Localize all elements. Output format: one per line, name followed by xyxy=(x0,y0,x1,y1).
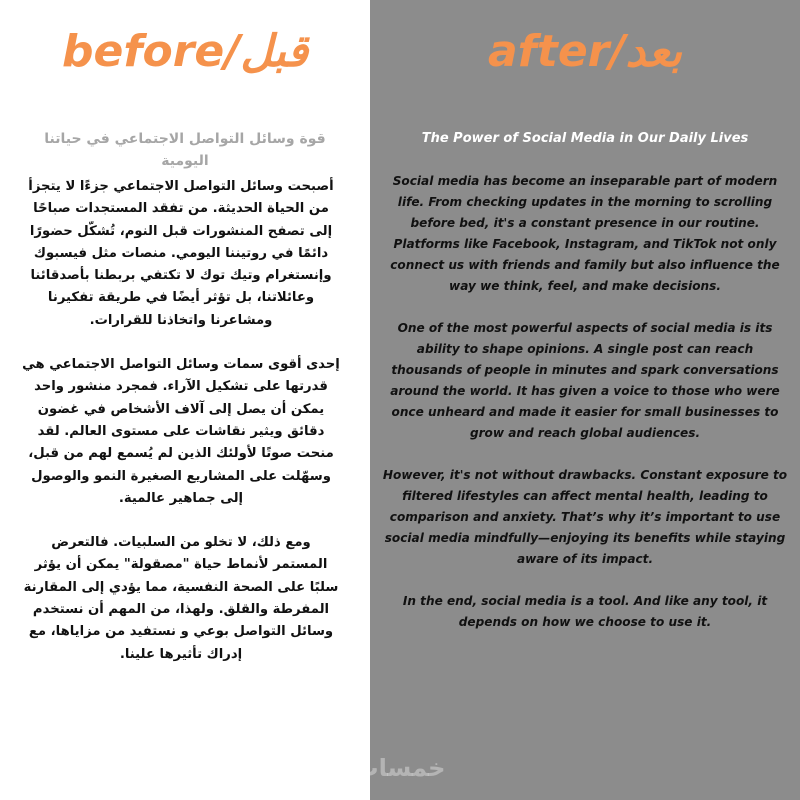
english-paragraph-1: Social media has become an inseparable part of modern life. From checking updates in the morning to scrolling before bed, it's a constant presence in our routine. Platforms like Facebook, Instagram, and TikTok not only connect us with friends and family but also influence the way we think, feel, and make decisions. xyxy=(390,174,780,293)
watermark-logo: خمسات xyxy=(354,754,446,782)
before-heading: before/قبل xyxy=(62,26,308,77)
after-column xyxy=(370,0,800,800)
arabic-paragraph-3: ومع ذلك، لا تخلو من السلبيات. فالتعرض المستمر لأنماط حياة "مصقولة" يمكن أن يؤثر سلبًا على الصحة النفسية، مما يؤدي إلى المقارنة المفرطة والقلق. ولهذا، من المهم أن نستخدم وسائل التواصل بوعي و نستفيد من مزاياها، مع إدراك تأثيرها علينا. xyxy=(23,535,339,662)
english-title: The Power of Social Media in Our Daily Lives xyxy=(421,131,749,146)
arabic-title: قوة وسائل التواصل الاجتماعي في حياتنا اليومية xyxy=(44,131,326,169)
arabic-paragraph-1: أصبحت وسائل التواصل الاجتماعي جزءًا لا يتجزأ من الحياة الحديثة. من تفقد المستجدات صباحًا إلى تصفح المنشورات قبل النوم، تُشكّل حضورًا دائمًا في روتيننا اليومي. منصات مثل فيسبوك وإنستغرام وتيك توك لا تكتفي بربطنا بأصدقائنا وعائلاتنا، بل تؤثر أيضًا في طريقة تفكيرنا ومشاعرنا واتخاذنا للقرارات. xyxy=(28,179,334,328)
english-paragraph-3: However, it's not without drawbacks. Constant exposure to filtered lifestyles can affect mental health, leading to comparison and anxiety. That’s why it’s important to use social media mindfully—enjoying its benefits while staying aware of its impact. xyxy=(382,468,788,566)
english-paragraph-2: One of the most powerful aspects of social media is its ability to shape opinions. A single post can reach thousands of people in minutes and spark conversations around the world. It has given a voice to those who were once unheard and made it easier for small businesses to grow and reach global audiences. xyxy=(390,321,780,440)
english-paragraph-4: In the end, social media is a tool. And like any tool, it depends on how we choose to use it. xyxy=(402,594,768,629)
after-heading: after/بعد xyxy=(487,26,683,77)
arabic-paragraph-2: إحدى أقوى سمات وسائل التواصل الاجتماعي هي قدرتها على تشكيل الآراء. فمجرد منشور واحد يمكن أن يصل إلى آلاف الأشخاص في غضون دقائق ويثير نقاشات على مستوى العالم. لقد منحت صوتًا لأولئك الذين لم يُسمع لهم من قبل، وسهّلت على المشاريع الصغيرة النمو والوصول إلى جماهير عالمية. xyxy=(22,357,340,506)
before-column xyxy=(0,0,370,800)
arabic-body xyxy=(22,176,340,688)
english-body xyxy=(380,171,790,654)
